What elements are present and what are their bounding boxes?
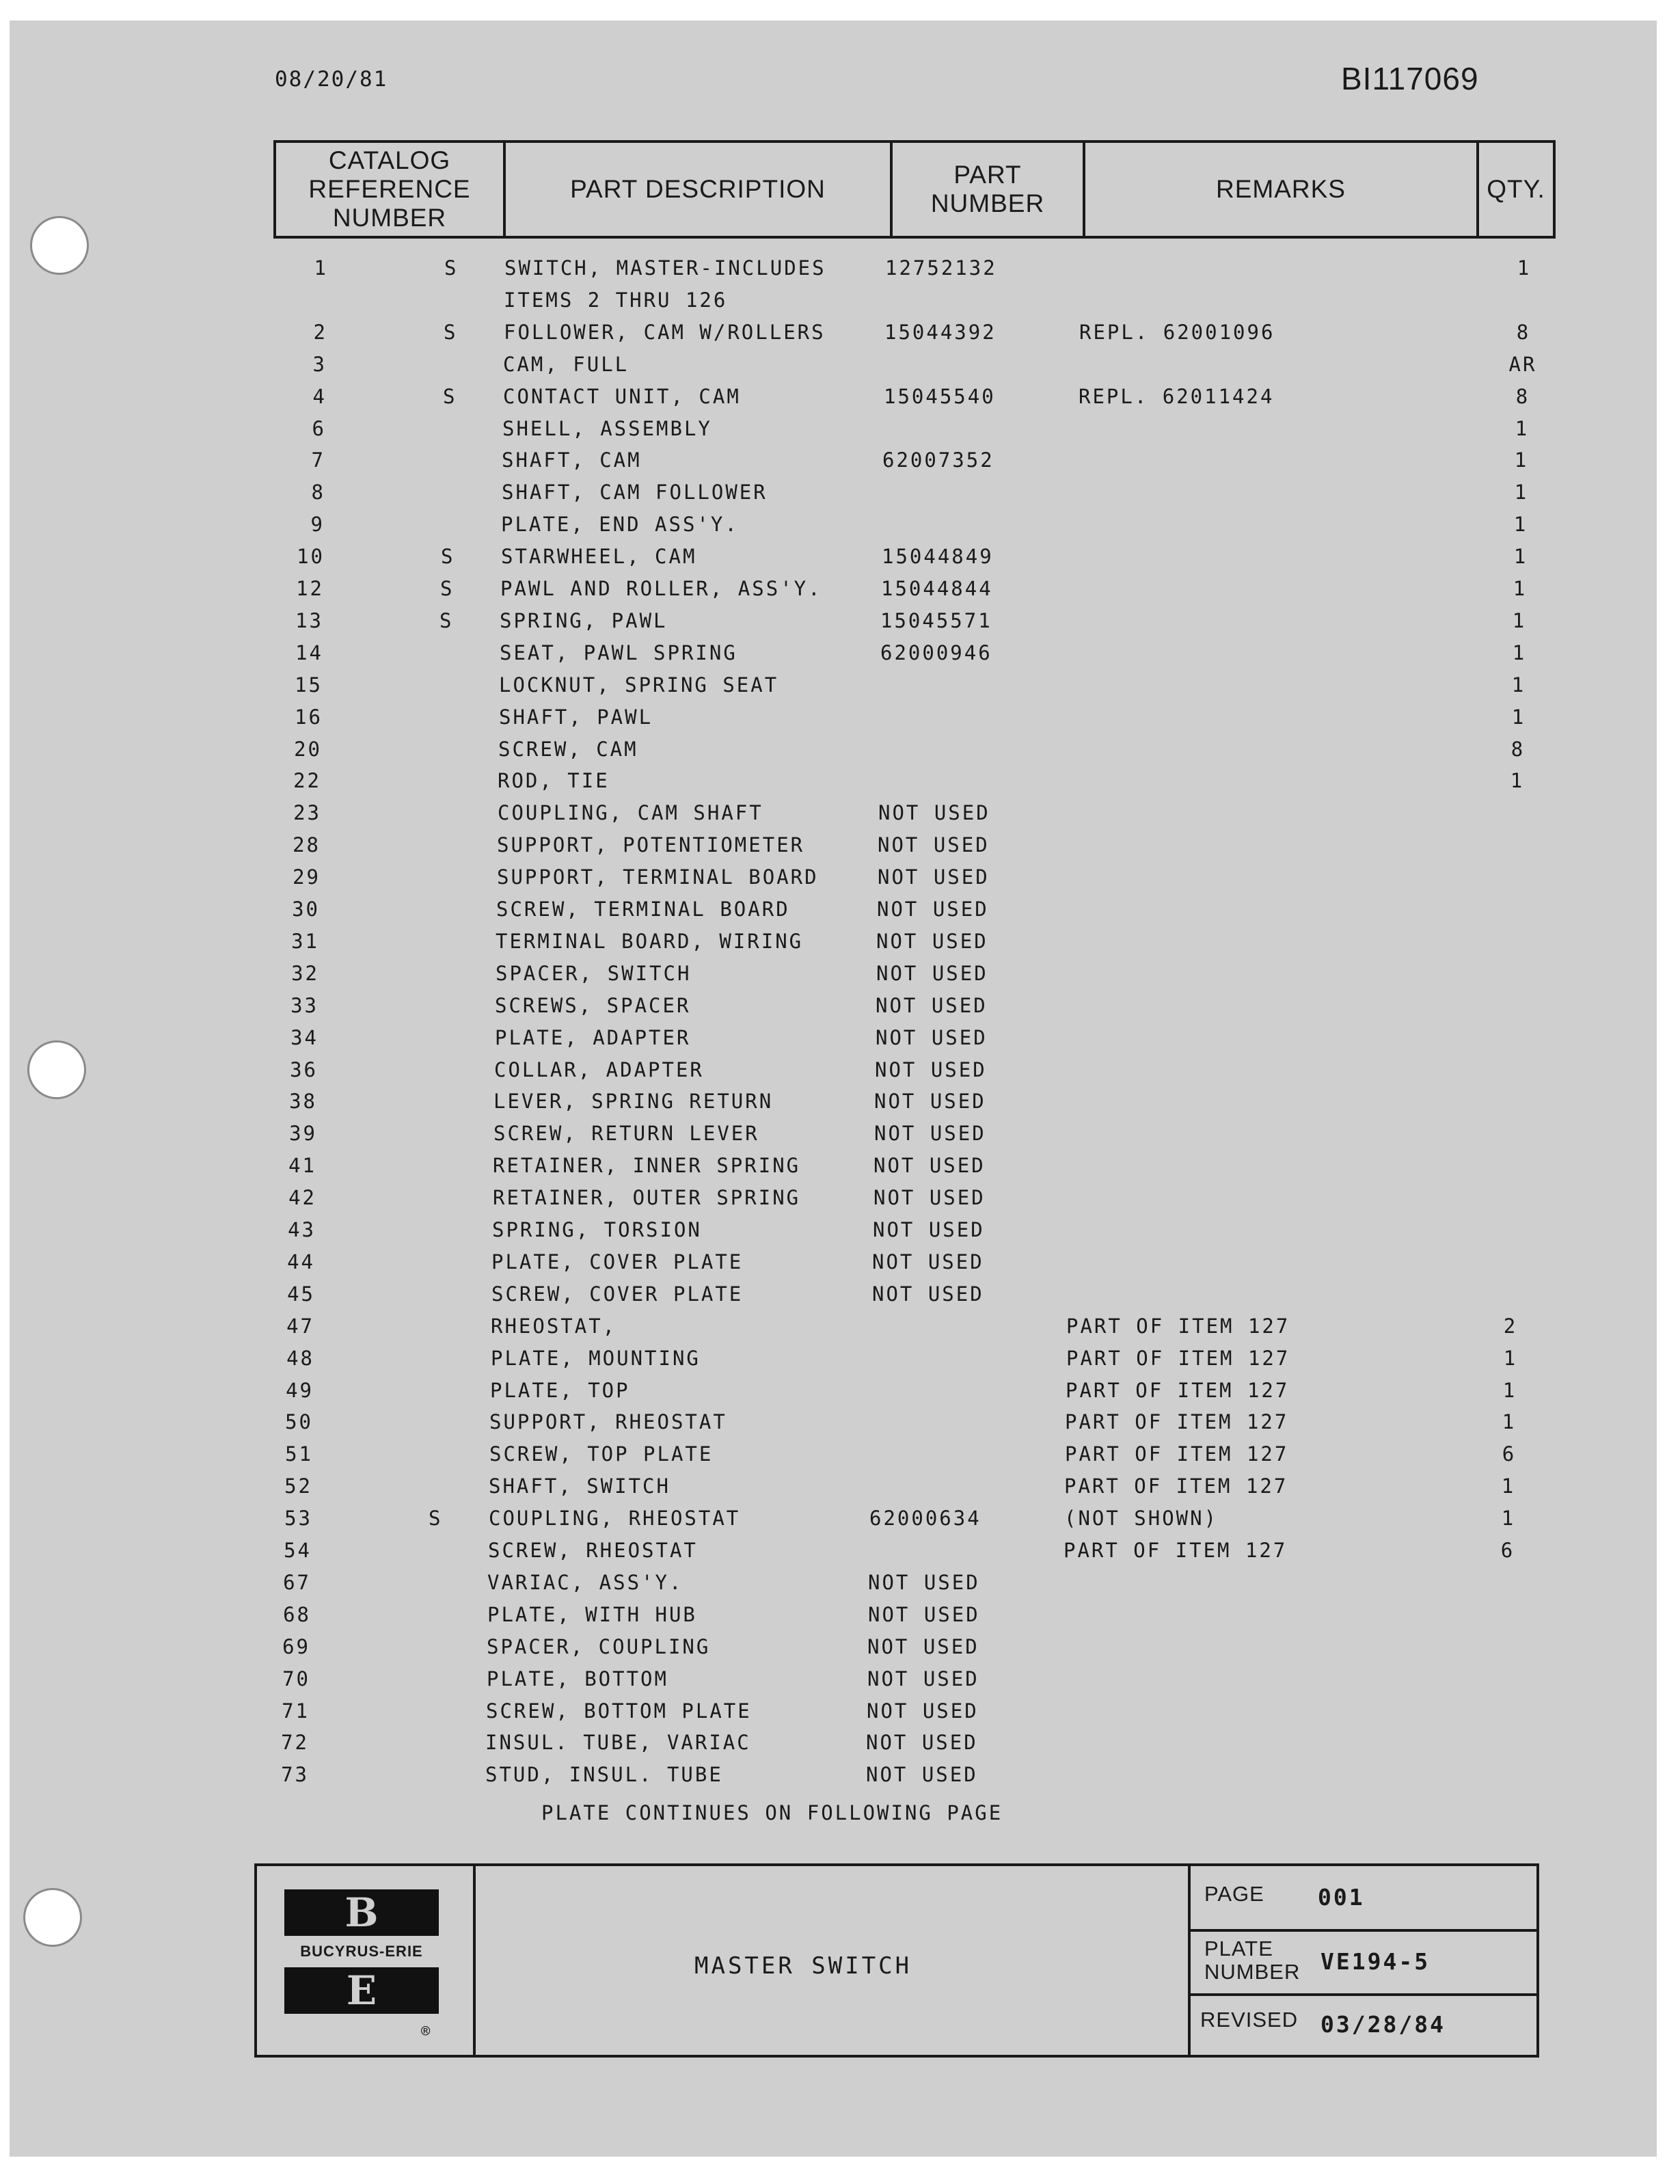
qty-cell: 1 — [1502, 1410, 1517, 1433]
catalog-ref-cell: 23 — [293, 801, 321, 824]
description-cell: SPACER, SWITCH — [496, 962, 692, 985]
plate-number-value: VE194-5 — [1320, 1948, 1431, 1975]
catalog-ref-cell: 4 — [312, 385, 327, 408]
qty-cell: AR — [1508, 353, 1537, 376]
description-cell: SCREW, RHEOSTAT — [488, 1539, 698, 1562]
page-label: PAGE — [1204, 1882, 1264, 1906]
catalog-ref-cell: 69 — [282, 1635, 310, 1658]
part-number-cell: 15044844 — [881, 577, 993, 600]
revised-value: 03/28/84 — [1320, 2011, 1446, 2038]
catalog-ref-cell: 14 — [295, 641, 323, 664]
part-number-cell: NOT USED — [873, 1186, 986, 1209]
catalog-ref-cell: 20 — [294, 738, 322, 761]
table-row — [284, 513, 1555, 543]
table-row — [276, 1122, 1547, 1152]
description-cell: STUD, INSUL. TUBE — [485, 1763, 723, 1786]
qty-cell: 1 — [1515, 417, 1530, 440]
column-header-description: PART DESCRIPTION — [503, 140, 893, 239]
part-number-cell: NOT USED — [873, 1218, 985, 1241]
catalog-ref-cell: 29 — [293, 865, 321, 889]
spare-flag-cell: S — [439, 609, 454, 632]
table-row — [283, 577, 1554, 607]
spare-flag-cell: S — [443, 385, 457, 408]
qty-cell: 1 — [1502, 1379, 1517, 1402]
table-row — [287, 256, 1558, 286]
part-number-cell: 12752132 — [885, 256, 997, 280]
catalog-ref-cell: 38 — [289, 1090, 317, 1113]
description-cell: PLATE, WITH HUB — [487, 1603, 697, 1626]
table-row — [280, 865, 1551, 895]
table-row — [269, 1667, 1541, 1697]
part-number-cell: NOT USED — [876, 962, 988, 985]
part-number-cell: NOT USED — [868, 1571, 980, 1594]
catalog-ref-cell: 67 — [283, 1571, 311, 1594]
catalog-ref-cell: 9 — [310, 513, 325, 536]
description-cell: SCREW, TERMINAL BOARD — [496, 898, 790, 921]
table-row — [271, 1474, 1543, 1505]
description-cell: CAM, FULL — [503, 353, 629, 376]
catalog-ref-cell: 45 — [287, 1282, 315, 1306]
table-row — [270, 1603, 1541, 1633]
table-row — [280, 769, 1552, 799]
revised-label: REVISED — [1200, 2008, 1299, 2032]
part-number-cell: NOT USED — [877, 898, 989, 921]
table-row — [271, 1507, 1543, 1537]
column-header-qty: QTY. — [1476, 140, 1556, 239]
description-cell: SUPPORT, TERMINAL BOARD — [497, 865, 819, 889]
remarks-cell: PART OF ITEM 127 — [1066, 1379, 1290, 1402]
binder-hole — [27, 1040, 86, 1099]
description-cell: SCREW, TOP PLATE — [489, 1442, 714, 1466]
table-row — [272, 1410, 1543, 1440]
catalog-ref-cell: 49 — [286, 1379, 314, 1402]
description-cell: PLATE, MOUNTING — [491, 1347, 701, 1370]
part-number-cell: 15045540 — [884, 385, 996, 408]
catalog-ref-cell: 72 — [281, 1731, 309, 1754]
table-row — [286, 353, 1557, 383]
spare-flag-cell: S — [440, 577, 455, 600]
description-cell: SPRING, TORSION — [492, 1218, 702, 1241]
qty-cell: 8 — [1515, 385, 1530, 408]
qty-cell: 1 — [1511, 705, 1526, 729]
qty-cell: 1 — [1517, 256, 1532, 280]
description-cell: SHAFT, SWITCH — [489, 1474, 670, 1498]
registered-mark: ® — [421, 2023, 431, 2040]
catalog-ref-cell: 15 — [295, 673, 323, 697]
catalog-ref-cell: 70 — [282, 1667, 310, 1690]
part-number-cell: NOT USED — [878, 833, 990, 857]
catalog-ref-cell: 43 — [288, 1218, 316, 1241]
description-cell: SPACER, COUPLING — [487, 1635, 711, 1658]
catalog-ref-cell: 54 — [284, 1539, 312, 1562]
table-row — [275, 1218, 1546, 1248]
description-cell: SEAT, PAWL SPRING — [500, 641, 737, 664]
qty-cell: 6 — [1502, 1442, 1517, 1466]
remarks-cell: PART OF ITEM 127 — [1063, 1539, 1288, 1562]
bucyrus-erie-logo — [284, 1889, 439, 2047]
description-cell: SCREWS, SPACER — [495, 994, 691, 1017]
catalog-ref-cell: 41 — [288, 1154, 316, 1177]
logo-company-name: BUCYRUS-ERIE — [300, 1943, 423, 1960]
spare-flag-cell: S — [444, 256, 459, 280]
title-block — [254, 1863, 1539, 2058]
catalog-ref-cell: 3 — [312, 353, 327, 376]
description-cell: SUPPORT, RHEOSTAT — [489, 1410, 727, 1433]
part-number-cell: NOT USED — [868, 1603, 980, 1626]
qty-cell: 1 — [1501, 1507, 1516, 1530]
table-row — [273, 1347, 1545, 1377]
qty-cell: 8 — [1510, 738, 1526, 761]
remarks-cell: PART OF ITEM 127 — [1064, 1474, 1288, 1498]
document-id: BI117069 — [1341, 61, 1479, 96]
description-cell: SCREW, BOTTOM PLATE — [486, 1699, 752, 1723]
description-cell: RHEOSTAT, — [491, 1315, 617, 1338]
catalog-ref-cell: 6 — [312, 417, 326, 440]
table-row — [286, 288, 1558, 319]
qty-cell: 1 — [1514, 481, 1529, 504]
description-cell: PLATE, BOTTOM — [487, 1667, 668, 1690]
table-row — [271, 1539, 1542, 1569]
part-number-cell: 62007352 — [882, 448, 994, 472]
part-number-cell: NOT USED — [867, 1667, 979, 1690]
description-cell: PAWL AND ROLLER, ASS'Y. — [500, 577, 822, 600]
table-row — [286, 385, 1557, 415]
catalog-ref-cell: 1 — [314, 256, 328, 280]
table-row — [268, 1763, 1539, 1793]
catalog-ref-cell: 50 — [285, 1410, 313, 1433]
qty-cell: 1 — [1511, 673, 1526, 697]
document-date: 08/20/81 — [275, 67, 388, 92]
catalog-ref-cell: 33 — [290, 994, 319, 1017]
part-number-cell: NOT USED — [878, 801, 990, 824]
continuation-note: PLATE CONTINUES ON FOLLOWING PAGE — [541, 1801, 1003, 1824]
catalog-ref-cell: 73 — [281, 1763, 309, 1786]
part-number-cell: NOT USED — [876, 1026, 988, 1049]
part-number-cell: 15045571 — [880, 609, 992, 632]
table-row — [278, 962, 1549, 992]
description-cell: PLATE, ADAPTER — [495, 1026, 691, 1049]
description-cell: FOLLOWER, CAM W/ROLLERS — [504, 321, 826, 344]
qty-cell: 1 — [1512, 609, 1527, 632]
description-cell: SPRING, PAWL — [500, 609, 668, 632]
catalog-ref-cell: 47 — [286, 1315, 314, 1338]
part-number-cell: NOT USED — [872, 1282, 984, 1306]
part-number-cell: NOT USED — [872, 1250, 984, 1273]
qty-cell: 8 — [1516, 321, 1531, 344]
qty-cell: 2 — [1503, 1315, 1518, 1338]
catalog-ref-cell: 16 — [295, 705, 323, 729]
catalog-ref-cell: 36 — [290, 1058, 318, 1081]
catalog-ref-cell: 34 — [290, 1026, 319, 1049]
spare-flag-cell: S — [429, 1507, 443, 1530]
table-row — [275, 1186, 1547, 1216]
description-cell: CONTACT UNIT, CAM — [503, 385, 741, 408]
part-number-cell: NOT USED — [876, 994, 988, 1017]
table-row — [275, 1154, 1547, 1184]
part-number-cell: NOT USED — [866, 1763, 978, 1786]
description-cell: SHAFT, CAM — [502, 448, 642, 472]
table-row — [270, 1571, 1541, 1601]
table-row — [282, 705, 1553, 736]
catalog-ref-cell: 39 — [289, 1122, 317, 1145]
qty-cell: 1 — [1510, 769, 1525, 792]
catalog-ref-cell: 44 — [287, 1250, 315, 1273]
description-cell: PLATE, TOP — [490, 1379, 630, 1402]
column-header-remarks: REMARKS — [1083, 140, 1479, 239]
catalog-ref-cell: 32 — [291, 962, 319, 985]
part-number-cell: 62000946 — [880, 641, 992, 664]
table-row — [272, 1442, 1543, 1472]
description-cell: SHAFT, CAM FOLLOWER — [502, 481, 768, 504]
page-value: 001 — [1318, 1884, 1365, 1911]
table-row — [282, 609, 1554, 639]
remarks-cell: PART OF ITEM 127 — [1066, 1315, 1290, 1338]
table-row — [269, 1635, 1541, 1665]
part-number-cell: 15044849 — [882, 545, 994, 568]
table-row — [269, 1699, 1540, 1729]
table-row — [280, 801, 1552, 831]
catalog-ref-cell: 31 — [291, 930, 319, 953]
part-number-cell: NOT USED — [867, 1699, 979, 1723]
description-cell: PLATE, END ASS'Y. — [501, 513, 739, 536]
catalog-ref-cell: 8 — [311, 481, 325, 504]
part-number-cell: 15044392 — [884, 321, 997, 344]
qty-cell: 1 — [1514, 448, 1529, 472]
description-cell: ROD, TIE — [498, 769, 610, 792]
remarks-cell: REPL. 62001096 — [1079, 321, 1275, 344]
table-row — [274, 1250, 1545, 1280]
table-row — [284, 448, 1556, 478]
remarks-cell: (NOT SHOWN) — [1064, 1507, 1219, 1530]
qty-cell: 1 — [1512, 641, 1527, 664]
qty-cell: 6 — [1500, 1539, 1515, 1562]
description-cell: TERMINAL BOARD, WIRING — [496, 930, 804, 953]
description-cell: RETAINER, OUTER SPRING — [493, 1186, 801, 1209]
qty-cell: 1 — [1513, 513, 1528, 536]
catalog-ref-cell: 28 — [293, 833, 321, 857]
table-row — [281, 738, 1552, 768]
table-row — [279, 898, 1550, 928]
description-cell: LEVER, SPRING RETURN — [493, 1090, 774, 1113]
qty-cell: 1 — [1503, 1347, 1518, 1370]
part-number-cell: NOT USED — [874, 1122, 986, 1145]
table-row — [268, 1731, 1539, 1761]
description-cell: COUPLING, RHEOSTAT — [489, 1507, 741, 1530]
logo-b-block: B — [284, 1889, 439, 1936]
table-row — [278, 930, 1549, 960]
description-cell: SHELL, ASSEMBLY — [502, 417, 712, 440]
description-cell: VARIAC, ASS'Y. — [487, 1571, 683, 1594]
catalog-ref-cell: 30 — [292, 898, 320, 921]
description-cell: ITEMS 2 THRU 126 — [504, 288, 728, 312]
table-row — [276, 1090, 1547, 1120]
table-row — [280, 833, 1551, 863]
qty-cell: 1 — [1501, 1474, 1516, 1498]
column-header-catalog-ref: CATALOG REFERENCE NUMBER — [273, 140, 506, 239]
table-row — [273, 1315, 1545, 1345]
part-number-cell: NOT USED — [874, 1090, 986, 1113]
spare-flag-cell: S — [444, 321, 458, 344]
logo-e-block: E — [284, 1967, 439, 2014]
description-cell: COLLAR, ADAPTER — [494, 1058, 704, 1081]
description-cell: SCREW, CAM — [498, 738, 638, 761]
table-row — [274, 1282, 1545, 1312]
catalog-ref-cell: 13 — [295, 609, 323, 632]
remarks-cell: REPL. 62011424 — [1079, 385, 1275, 408]
description-cell: SWITCH, MASTER-INCLUDES — [504, 256, 826, 280]
plate-number-label: PLATE NUMBER — [1204, 1937, 1301, 1984]
catalog-ref-cell: 48 — [286, 1347, 314, 1370]
description-cell: COUPLING, CAM SHAFT — [498, 801, 763, 824]
catalog-ref-cell: 52 — [284, 1474, 312, 1498]
qty-cell: 1 — [1513, 577, 1528, 600]
table-row — [282, 641, 1554, 671]
catalog-ref-cell: 2 — [313, 321, 327, 344]
part-number-cell: NOT USED — [866, 1731, 978, 1754]
table-row — [284, 481, 1556, 511]
catalog-ref-cell: 7 — [311, 448, 325, 472]
part-number-cell: NOT USED — [876, 930, 988, 953]
part-number-cell: NOT USED — [875, 1058, 987, 1081]
description-cell: RETAINER, INNER SPRING — [493, 1154, 801, 1177]
table-row — [284, 545, 1555, 575]
description-cell: STARWHEEL, CAM — [501, 545, 697, 568]
catalog-ref-cell: 71 — [282, 1699, 310, 1723]
description-cell: LOCKNUT, SPRING SEAT — [499, 673, 779, 697]
table-row — [277, 994, 1549, 1024]
catalog-ref-cell: 53 — [284, 1507, 312, 1530]
catalog-ref-cell: 12 — [296, 577, 324, 600]
table-row — [277, 1026, 1549, 1056]
part-number-cell: NOT USED — [873, 1154, 986, 1177]
column-header-part-number: PART NUMBER — [890, 140, 1085, 239]
description-cell: SHAFT, PAWL — [499, 705, 653, 729]
binder-hole — [23, 1888, 82, 1947]
catalog-ref-cell: 42 — [288, 1186, 316, 1209]
description-cell: SCREW, COVER PLATE — [491, 1282, 744, 1306]
catalog-ref-cell: 68 — [283, 1603, 311, 1626]
description-cell: INSUL. TUBE, VARIAC — [485, 1731, 751, 1754]
binder-hole — [30, 216, 89, 275]
table-row — [285, 417, 1556, 447]
table-row — [273, 1379, 1544, 1409]
remarks-cell: PART OF ITEM 127 — [1065, 1442, 1289, 1466]
description-cell: SCREW, RETURN LEVER — [493, 1122, 759, 1145]
part-number-cell: NOT USED — [878, 865, 990, 889]
spare-flag-cell: S — [441, 545, 455, 568]
catalog-ref-cell: 22 — [293, 769, 321, 792]
table-row — [286, 321, 1558, 351]
part-number-cell: 62000634 — [869, 1507, 981, 1530]
description-cell: SUPPORT, POTENTIOMETER — [497, 833, 805, 857]
table-row — [282, 673, 1553, 703]
plate-title: MASTER SWITCH — [694, 1952, 912, 1980]
remarks-cell: PART OF ITEM 127 — [1065, 1410, 1289, 1433]
qty-cell: 1 — [1513, 545, 1528, 568]
catalog-ref-cell: 51 — [285, 1442, 313, 1466]
table-row — [277, 1058, 1548, 1088]
remarks-cell: PART OF ITEM 127 — [1066, 1347, 1290, 1370]
part-number-cell: NOT USED — [867, 1635, 979, 1658]
catalog-ref-cell: 10 — [297, 545, 325, 568]
description-cell: PLATE, COVER PLATE — [491, 1250, 744, 1273]
